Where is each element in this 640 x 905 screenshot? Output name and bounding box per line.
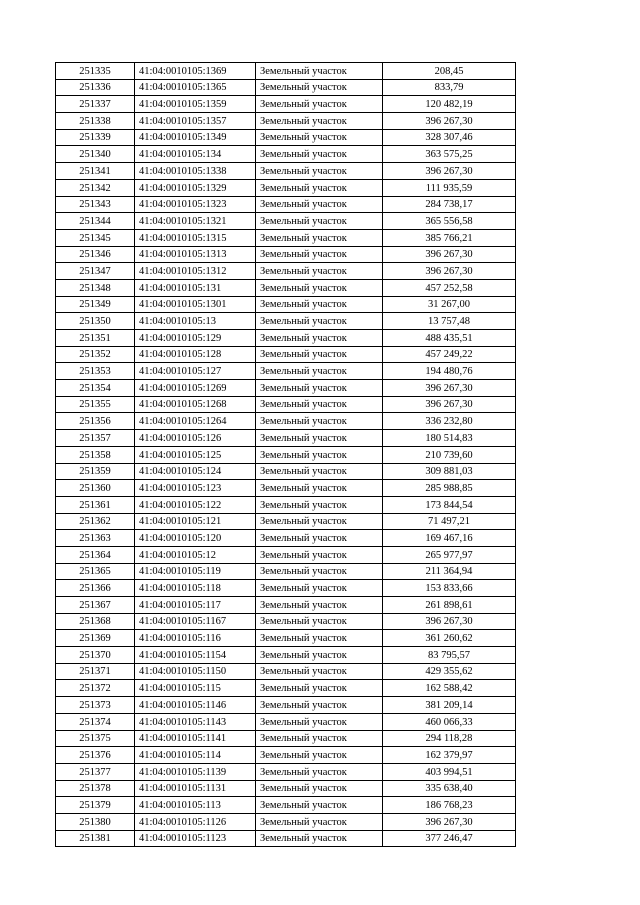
object-type-cell: Земельный участок	[256, 730, 383, 747]
row-number-cell: 251379	[56, 797, 135, 814]
row-number-cell: 251359	[56, 463, 135, 480]
object-type-cell: Земельный участок	[256, 279, 383, 296]
cadastral-number-cell: 41:04:0010105:1269	[135, 380, 256, 397]
row-number-cell: 251348	[56, 279, 135, 296]
cadastral-value-cell: 396 267,30	[383, 263, 516, 280]
cadastral-number-cell: 41:04:0010105:1338	[135, 163, 256, 180]
cadastral-value-cell: 285 988,85	[383, 480, 516, 497]
cadastral-number-cell: 41:04:0010105:122	[135, 496, 256, 513]
table-row	[56, 413, 516, 430]
object-type-cell: Земельный участок	[256, 496, 383, 513]
cadastral-value-cell: 210 739,60	[383, 446, 516, 463]
row-number-cell: 251351	[56, 330, 135, 347]
cadastral-value-cell: 335 638,40	[383, 780, 516, 797]
cadastral-value-cell: 186 768,23	[383, 797, 516, 814]
object-type-cell: Земельный участок	[256, 79, 383, 96]
cadastral-number-cell: 41:04:0010105:131	[135, 279, 256, 296]
table-row	[56, 463, 516, 480]
cadastral-value-cell: 377 246,47	[383, 830, 516, 847]
cadastral-value-cell: 173 844,54	[383, 496, 516, 513]
cadastral-value-cell: 336 232,80	[383, 413, 516, 430]
cadastral-number-cell: 41:04:0010105:1301	[135, 296, 256, 313]
row-number-cell: 251340	[56, 146, 135, 163]
cadastral-number-cell: 41:04:0010105:124	[135, 463, 256, 480]
table-row	[56, 213, 516, 230]
cadastral-number-cell: 41:04:0010105:127	[135, 363, 256, 380]
cadastral-number-cell: 41:04:0010105:1313	[135, 246, 256, 263]
table-row	[56, 563, 516, 580]
cadastral-value-cell: 396 267,30	[383, 113, 516, 130]
table-row	[56, 396, 516, 413]
object-type-cell: Земельный участок	[256, 196, 383, 213]
row-number-cell: 251344	[56, 213, 135, 230]
cadastral-number-cell: 41:04:0010105:1365	[135, 79, 256, 96]
row-number-cell: 251345	[56, 229, 135, 246]
cadastral-number-cell: 41:04:0010105:1349	[135, 129, 256, 146]
object-type-cell: Земельный участок	[256, 346, 383, 363]
cadastral-number-cell: 41:04:0010105:1131	[135, 780, 256, 797]
row-number-cell: 251337	[56, 96, 135, 113]
object-type-cell: Земельный участок	[256, 530, 383, 547]
cadastral-number-cell: 41:04:0010105:1150	[135, 663, 256, 680]
cadastral-value-cell: 162 588,42	[383, 680, 516, 697]
cadastral-number-cell: 41:04:0010105:121	[135, 513, 256, 530]
cadastral-value-cell: 457 249,22	[383, 346, 516, 363]
row-number-cell: 251347	[56, 263, 135, 280]
row-number-cell: 251373	[56, 697, 135, 714]
cadastral-number-cell: 41:04:0010105:1126	[135, 813, 256, 830]
table-row	[56, 446, 516, 463]
object-type-cell: Земельный участок	[256, 313, 383, 330]
object-type-cell: Земельный участок	[256, 229, 383, 246]
cadastral-number-cell: 41:04:0010105:115	[135, 680, 256, 697]
row-number-cell: 251370	[56, 647, 135, 664]
cadastral-value-cell: 31 267,00	[383, 296, 516, 313]
cadastral-value-cell: 361 260,62	[383, 630, 516, 647]
row-number-cell: 251371	[56, 663, 135, 680]
table-row	[56, 146, 516, 163]
table-row	[56, 179, 516, 196]
table-row	[56, 730, 516, 747]
cadastral-number-cell: 41:04:0010105:1329	[135, 179, 256, 196]
object-type-cell: Земельный участок	[256, 380, 383, 397]
table-row	[56, 480, 516, 497]
cadastral-number-cell: 41:04:0010105:1359	[135, 96, 256, 113]
cadastral-number-cell: 41:04:0010105:1143	[135, 713, 256, 730]
cadastral-number-cell: 41:04:0010105:134	[135, 146, 256, 163]
cadastral-value-cell: 211 364,94	[383, 563, 516, 580]
cadastral-value-cell: 396 267,30	[383, 613, 516, 630]
cadastral-number-cell: 41:04:0010105:1357	[135, 113, 256, 130]
row-number-cell: 251361	[56, 496, 135, 513]
row-number-cell: 251376	[56, 747, 135, 764]
table-row	[56, 513, 516, 530]
object-type-cell: Земельный участок	[256, 797, 383, 814]
object-type-cell: Земельный участок	[256, 430, 383, 447]
object-type-cell: Земельный участок	[256, 747, 383, 764]
object-type-cell: Земельный участок	[256, 563, 383, 580]
cadastral-value-cell: 13 757,48	[383, 313, 516, 330]
cadastral-value-cell: 396 267,30	[383, 396, 516, 413]
object-type-cell: Земельный участок	[256, 513, 383, 530]
row-number-cell: 251338	[56, 113, 135, 130]
row-number-cell: 251339	[56, 129, 135, 146]
cadastral-value-cell: 396 267,30	[383, 813, 516, 830]
cadastral-number-cell: 41:04:0010105:123	[135, 480, 256, 497]
cadastral-number-cell: 41:04:0010105:1268	[135, 396, 256, 413]
row-number-cell: 251353	[56, 363, 135, 380]
row-number-cell: 251342	[56, 179, 135, 196]
table-row	[56, 313, 516, 330]
object-type-cell: Земельный участок	[256, 179, 383, 196]
cadastral-number-cell: 41:04:0010105:12	[135, 546, 256, 563]
object-type-cell: Земельный участок	[256, 613, 383, 630]
land-plot-registry-table	[55, 62, 516, 847]
cadastral-number-cell: 41:04:0010105:1369	[135, 63, 256, 80]
cadastral-number-cell: 41:04:0010105:114	[135, 747, 256, 764]
cadastral-value-cell: 457 252,58	[383, 279, 516, 296]
table-row	[56, 697, 516, 714]
table-row	[56, 113, 516, 130]
table-row	[56, 663, 516, 680]
table-row	[56, 546, 516, 563]
table-row	[56, 496, 516, 513]
cadastral-number-cell: 41:04:0010105:125	[135, 446, 256, 463]
cadastral-number-cell: 41:04:0010105:126	[135, 430, 256, 447]
table-row	[56, 763, 516, 780]
object-type-cell: Земельный участок	[256, 146, 383, 163]
object-type-cell: Земельный участок	[256, 446, 383, 463]
table-row	[56, 63, 516, 80]
table-row	[56, 263, 516, 280]
row-number-cell: 251372	[56, 680, 135, 697]
cadastral-value-cell: 365 556,58	[383, 213, 516, 230]
table-row	[56, 530, 516, 547]
cadastral-value-cell: 169 467,16	[383, 530, 516, 547]
cadastral-number-cell: 41:04:0010105:1154	[135, 647, 256, 664]
object-type-cell: Земельный участок	[256, 96, 383, 113]
cadastral-value-cell: 385 766,21	[383, 229, 516, 246]
table-row	[56, 96, 516, 113]
row-number-cell: 251367	[56, 597, 135, 614]
table-row	[56, 363, 516, 380]
row-number-cell: 251356	[56, 413, 135, 430]
table-row	[56, 580, 516, 597]
cadastral-number-cell: 41:04:0010105:1264	[135, 413, 256, 430]
object-type-cell: Земельный участок	[256, 246, 383, 263]
object-type-cell: Земельный участок	[256, 480, 383, 497]
cadastral-value-cell: 162 379,97	[383, 747, 516, 764]
object-type-cell: Земельный участок	[256, 413, 383, 430]
object-type-cell: Земельный участок	[256, 213, 383, 230]
cadastral-value-cell: 328 307,46	[383, 129, 516, 146]
object-type-cell: Земельный участок	[256, 396, 383, 413]
object-type-cell: Земельный участок	[256, 647, 383, 664]
row-number-cell: 251375	[56, 730, 135, 747]
cadastral-value-cell: 363 575,25	[383, 146, 516, 163]
table-row	[56, 780, 516, 797]
table-row	[56, 613, 516, 630]
cadastral-value-cell: 194 480,76	[383, 363, 516, 380]
cadastral-value-cell: 396 267,30	[383, 380, 516, 397]
row-number-cell: 251374	[56, 713, 135, 730]
table-row	[56, 330, 516, 347]
row-number-cell: 251369	[56, 630, 135, 647]
object-type-cell: Земельный участок	[256, 713, 383, 730]
table-row	[56, 430, 516, 447]
table-row	[56, 647, 516, 664]
table-row	[56, 246, 516, 263]
object-type-cell: Земельный участок	[256, 597, 383, 614]
row-number-cell: 251360	[56, 480, 135, 497]
cadastral-value-cell: 833,79	[383, 79, 516, 96]
table-row	[56, 346, 516, 363]
table-row	[56, 680, 516, 697]
cadastral-value-cell: 261 898,61	[383, 597, 516, 614]
row-number-cell: 251364	[56, 546, 135, 563]
object-type-cell: Земельный участок	[256, 680, 383, 697]
table-row	[56, 713, 516, 730]
row-number-cell: 251346	[56, 246, 135, 263]
cadastral-number-cell: 41:04:0010105:1321	[135, 213, 256, 230]
object-type-cell: Земельный участок	[256, 63, 383, 80]
row-number-cell: 251350	[56, 313, 135, 330]
object-type-cell: Земельный участок	[256, 763, 383, 780]
cadastral-value-cell: 83 795,57	[383, 647, 516, 664]
table-row	[56, 196, 516, 213]
cadastral-number-cell: 41:04:0010105:116	[135, 630, 256, 647]
cadastral-number-cell: 41:04:0010105:113	[135, 797, 256, 814]
object-type-cell: Земельный участок	[256, 129, 383, 146]
object-type-cell: Земельный участок	[256, 263, 383, 280]
cadastral-number-cell: 41:04:0010105:128	[135, 346, 256, 363]
cadastral-number-cell: 41:04:0010105:1139	[135, 763, 256, 780]
cadastral-value-cell: 460 066,33	[383, 713, 516, 730]
cadastral-value-cell: 111 935,59	[383, 179, 516, 196]
row-number-cell: 251355	[56, 396, 135, 413]
cadastral-value-cell: 153 833,66	[383, 580, 516, 597]
cadastral-number-cell: 41:04:0010105:13	[135, 313, 256, 330]
table-row	[56, 597, 516, 614]
cadastral-value-cell: 429 355,62	[383, 663, 516, 680]
object-type-cell: Земельный участок	[256, 163, 383, 180]
cadastral-value-cell: 403 994,51	[383, 763, 516, 780]
cadastral-value-cell: 208,45	[383, 63, 516, 80]
table-row	[56, 813, 516, 830]
object-type-cell: Земельный участок	[256, 830, 383, 847]
object-type-cell: Земельный участок	[256, 663, 383, 680]
table-row	[56, 747, 516, 764]
cadastral-number-cell: 41:04:0010105:1315	[135, 229, 256, 246]
row-number-cell: 251341	[56, 163, 135, 180]
row-number-cell: 251349	[56, 296, 135, 313]
object-type-cell: Земельный участок	[256, 580, 383, 597]
cadastral-number-cell: 41:04:0010105:129	[135, 330, 256, 347]
table-row	[56, 279, 516, 296]
cadastral-value-cell: 180 514,83	[383, 430, 516, 447]
row-number-cell: 251366	[56, 580, 135, 597]
cadastral-number-cell: 41:04:0010105:1167	[135, 613, 256, 630]
object-type-cell: Земельный участок	[256, 813, 383, 830]
row-number-cell: 251377	[56, 763, 135, 780]
object-type-cell: Земельный участок	[256, 296, 383, 313]
cadastral-value-cell: 71 497,21	[383, 513, 516, 530]
row-number-cell: 251357	[56, 430, 135, 447]
table-row	[56, 229, 516, 246]
object-type-cell: Земельный участок	[256, 330, 383, 347]
row-number-cell: 251380	[56, 813, 135, 830]
cadastral-number-cell: 41:04:0010105:1141	[135, 730, 256, 747]
row-number-cell: 251335	[56, 63, 135, 80]
table-row	[56, 797, 516, 814]
table-row	[56, 79, 516, 96]
cadastral-number-cell: 41:04:0010105:118	[135, 580, 256, 597]
cadastral-value-cell: 396 267,30	[383, 246, 516, 263]
object-type-cell: Земельный участок	[256, 630, 383, 647]
cadastral-value-cell: 284 738,17	[383, 196, 516, 213]
object-type-cell: Земельный участок	[256, 546, 383, 563]
row-number-cell: 251365	[56, 563, 135, 580]
cadastral-value-cell: 396 267,30	[383, 163, 516, 180]
cadastral-number-cell: 41:04:0010105:117	[135, 597, 256, 614]
cadastral-number-cell: 41:04:0010105:120	[135, 530, 256, 547]
table-row	[56, 380, 516, 397]
object-type-cell: Земельный участок	[256, 363, 383, 380]
row-number-cell: 251354	[56, 380, 135, 397]
row-number-cell: 251358	[56, 446, 135, 463]
table-row	[56, 830, 516, 847]
object-type-cell: Земельный участок	[256, 780, 383, 797]
cadastral-number-cell: 41:04:0010105:1146	[135, 697, 256, 714]
cadastral-number-cell: 41:04:0010105:1312	[135, 263, 256, 280]
row-number-cell: 251352	[56, 346, 135, 363]
row-number-cell: 251368	[56, 613, 135, 630]
row-number-cell: 251363	[56, 530, 135, 547]
table-row	[56, 129, 516, 146]
cadastral-value-cell: 294 118,28	[383, 730, 516, 747]
table-row	[56, 296, 516, 313]
cadastral-number-cell: 41:04:0010105:1323	[135, 196, 256, 213]
row-number-cell: 251336	[56, 79, 135, 96]
row-number-cell: 251343	[56, 196, 135, 213]
object-type-cell: Земельный участок	[256, 113, 383, 130]
registry-table-body	[56, 63, 516, 847]
row-number-cell: 251378	[56, 780, 135, 797]
row-number-cell: 251362	[56, 513, 135, 530]
object-type-cell: Земельный участок	[256, 463, 383, 480]
cadastral-value-cell: 381 209,14	[383, 697, 516, 714]
object-type-cell: Земельный участок	[256, 697, 383, 714]
cadastral-value-cell: 120 482,19	[383, 96, 516, 113]
table-row	[56, 163, 516, 180]
cadastral-number-cell: 41:04:0010105:1123	[135, 830, 256, 847]
cadastral-number-cell: 41:04:0010105:119	[135, 563, 256, 580]
cadastral-value-cell: 265 977,97	[383, 546, 516, 563]
cadastral-value-cell: 309 881,03	[383, 463, 516, 480]
row-number-cell: 251381	[56, 830, 135, 847]
table-row	[56, 630, 516, 647]
cadastral-value-cell: 488 435,51	[383, 330, 516, 347]
